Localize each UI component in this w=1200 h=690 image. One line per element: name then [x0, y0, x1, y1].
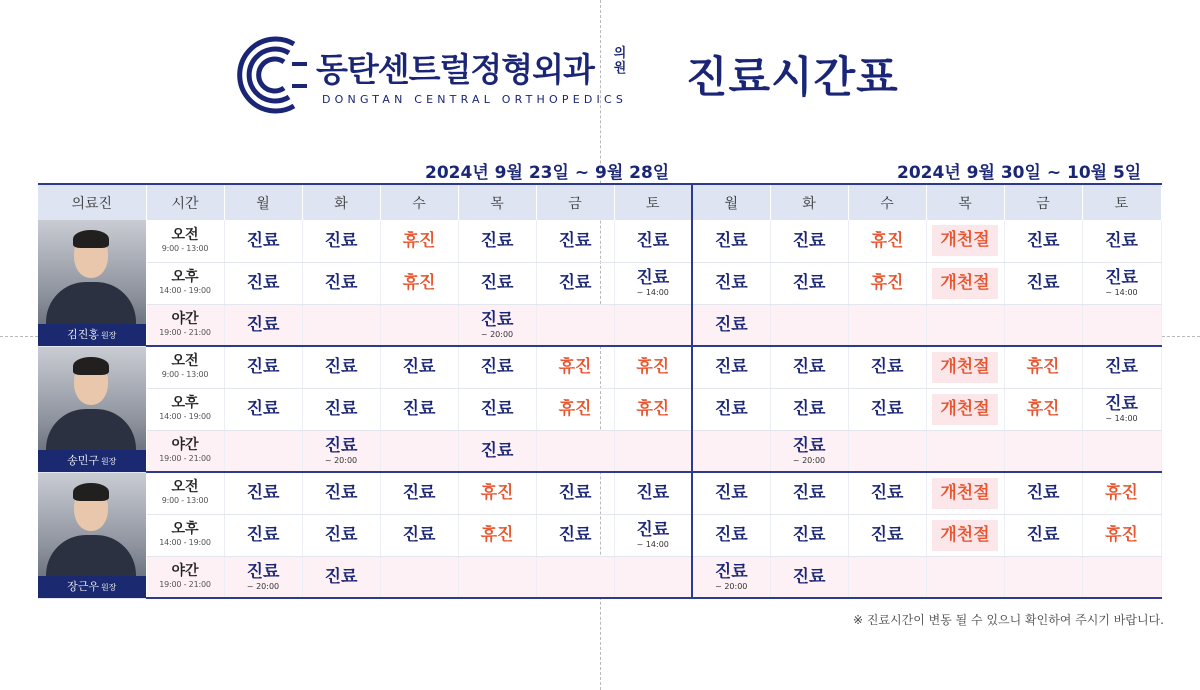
open-status: 진료: [324, 435, 358, 456]
time-slot-label: 오후: [171, 395, 199, 411]
closed-status: 휴진: [1026, 399, 1060, 419]
open-status: 진료: [324, 566, 358, 587]
open-status: 진료: [714, 230, 748, 251]
open-status: 진료: [1026, 273, 1060, 293]
doctor-name-badge: [38, 576, 146, 598]
column-header-day: 수: [380, 184, 458, 220]
doctor-name-badge: [38, 450, 146, 472]
schedule-cell: [926, 430, 1004, 472]
open-status: 진료: [1026, 230, 1060, 251]
schedule-cell: [380, 346, 458, 388]
schedule-cell: [458, 430, 536, 472]
closed-status: 휴진: [558, 357, 592, 378]
open-status: 진료: [636, 483, 670, 504]
doctor-name-badge: [38, 324, 146, 346]
schedule-cell: [926, 556, 1004, 598]
concentric-c-logo-icon: [232, 30, 308, 120]
schedule-cell: [848, 388, 926, 430]
week-range-1: 2024년 9월 23일 ~ 9월 28일: [425, 163, 670, 183]
time-slot-cell: [146, 346, 224, 388]
schedule-cell: [614, 514, 692, 556]
week-range-2: 2024년 9월 30일 ~ 10월 5일: [897, 163, 1142, 183]
schedule-cell: [302, 346, 380, 388]
schedule-cell: [848, 262, 926, 304]
schedule-cell: [458, 556, 536, 598]
time-slot-label: 야간: [171, 562, 199, 579]
open-status: 진료: [1105, 268, 1138, 288]
schedule-cell: [1004, 430, 1082, 472]
schedule-cell: [692, 556, 770, 598]
schedule-cell: [614, 556, 692, 598]
schedule-cell: [536, 346, 614, 388]
column-header-day: 화: [302, 184, 380, 220]
open-status: 진료: [324, 483, 358, 504]
column-header-day: 금: [536, 184, 614, 220]
schedule-cell: [848, 556, 926, 598]
time-slot-hours: 9:00 - 13:00: [161, 496, 209, 506]
open-status: 진료: [792, 230, 826, 251]
schedule-cell: [926, 262, 1004, 304]
open-status: 진료: [402, 525, 436, 545]
schedule-cell: [302, 556, 380, 598]
open-status: 진료: [402, 399, 436, 419]
time-slot-label: 오후: [171, 521, 199, 537]
open-status: 진료: [714, 357, 748, 378]
time-slot-cell: [146, 472, 224, 514]
time-slot-cell: [146, 514, 224, 556]
open-status: 진료: [636, 268, 670, 288]
open-status: 진료: [1105, 230, 1138, 251]
open-status: 진료: [246, 314, 280, 335]
schedule-cell: [1004, 346, 1082, 388]
schedule-cell: [536, 514, 614, 556]
schedule-cell: [1082, 514, 1161, 556]
schedule-cell: [1082, 472, 1161, 514]
doctor-photo-hair: [73, 230, 109, 248]
open-status: 진료: [324, 273, 358, 293]
footnote: ※ 진료시간이 변동 될 수 있으니 확인하여 주시기 바랍니다.: [852, 613, 1164, 627]
column-header-day: 금: [1004, 184, 1082, 220]
schedule-cell: [692, 262, 770, 304]
column-header-day: 화: [770, 184, 848, 220]
time-slot-label: 오전: [171, 353, 199, 370]
time-slot-label: 오전: [171, 479, 199, 496]
open-status: 진료: [558, 273, 592, 293]
open-status: 진료: [480, 273, 514, 293]
schedule-row: [38, 430, 1161, 472]
schedule-cell: [380, 514, 458, 556]
schedule-cell: [614, 388, 692, 430]
schedule-cell: [1004, 262, 1082, 304]
hours-note: ~ 20:00: [792, 455, 826, 465]
schedule-cell: [848, 220, 926, 262]
schedule-cell: [458, 472, 536, 514]
schedule-cell: [224, 388, 302, 430]
open-status: 진료: [714, 399, 748, 419]
schedule-cell: [380, 556, 458, 598]
schedule-cell: [1082, 346, 1161, 388]
schedule-cell: [692, 472, 770, 514]
schedule-cell: [1004, 388, 1082, 430]
schedule-cell: [848, 346, 926, 388]
time-slot-hours: 14:00 - 19:00: [159, 538, 211, 547]
schedule-cell: [926, 304, 1004, 346]
doctor-name: 김진홍: [67, 327, 99, 341]
schedule-cell: [536, 472, 614, 514]
open-status: 진료: [714, 561, 748, 582]
schedule-cell: [224, 220, 302, 262]
open-status: 진료: [1105, 394, 1138, 414]
schedule-cell: [770, 514, 848, 556]
schedule-cell: [1004, 556, 1082, 598]
schedule-cell: [380, 220, 458, 262]
open-status: 진료: [246, 399, 280, 419]
open-status: 진료: [558, 525, 592, 545]
schedule-cell: [302, 262, 380, 304]
time-slot-label: 야간: [171, 436, 199, 453]
schedule-cell: [1082, 388, 1161, 430]
schedule-cell: [380, 262, 458, 304]
doctor-photo-hair: [73, 357, 109, 375]
schedule-cell: [224, 304, 302, 346]
schedule-cell: [458, 388, 536, 430]
schedule-cell: [1004, 304, 1082, 346]
open-status: 진료: [792, 566, 826, 587]
open-status: 진료: [870, 357, 904, 378]
schedule-cell: [380, 388, 458, 430]
time-slot-hours: 14:00 - 19:00: [159, 412, 211, 421]
schedule-cell: [770, 262, 848, 304]
open-status: 진료: [402, 357, 436, 378]
time-slot-cell: [146, 388, 224, 430]
schedule-row: [38, 514, 1161, 556]
schedule-cell: [926, 472, 1004, 514]
time-slot-cell: [146, 304, 224, 346]
column-header-day: 월: [692, 184, 770, 220]
doctor-cell: [38, 346, 146, 472]
schedule-cell: [770, 388, 848, 430]
open-status: 진료: [402, 483, 436, 504]
holiday-status: 개천절: [932, 268, 997, 299]
open-status: 진료: [480, 309, 514, 330]
schedule-row: [38, 262, 1161, 304]
open-status: 진료: [792, 483, 826, 504]
open-status: 진료: [246, 525, 280, 545]
doctor-cell: [38, 220, 146, 346]
schedule-cell: [302, 220, 380, 262]
hours-note: ~ 14:00: [636, 288, 669, 297]
table-header-row: [38, 184, 1161, 220]
open-status: 진료: [792, 435, 826, 456]
time-slot-hours: 14:00 - 19:00: [159, 286, 211, 295]
schedule-cell: [614, 304, 692, 346]
doctor-role: 원장: [100, 456, 117, 466]
open-status: 진료: [714, 273, 748, 293]
schedule-cell: [614, 220, 692, 262]
schedule-cell: [770, 304, 848, 346]
hours-note: ~ 20:00: [324, 455, 358, 465]
schedule-cell: [536, 262, 614, 304]
schedule-cell: [224, 514, 302, 556]
holiday-status: 개천절: [932, 520, 997, 551]
schedule-cell: [380, 304, 458, 346]
schedule-cell: [770, 556, 848, 598]
open-status: 진료: [792, 357, 826, 378]
schedule-row: [38, 556, 1161, 598]
schedule-cell: [380, 430, 458, 472]
time-slot-label: 오후: [171, 269, 199, 285]
open-status: 진료: [324, 357, 358, 378]
schedule-cell: [302, 430, 380, 472]
schedule-cell: [536, 430, 614, 472]
column-header-time: 시간: [146, 184, 224, 220]
hours-note: ~ 20:00: [715, 581, 748, 591]
open-status: 진료: [636, 520, 670, 540]
schedule-cell: [458, 346, 536, 388]
schedule-cell: [926, 388, 1004, 430]
closed-status: 휴진: [636, 399, 670, 419]
open-status: 진료: [480, 399, 514, 419]
time-slot-hours: 19:00 - 21:00: [159, 453, 211, 463]
doctor-role: 원장: [100, 330, 117, 340]
schedule-cell: [1004, 472, 1082, 514]
brand-suffix: 의원: [613, 46, 627, 76]
open-status: 진료: [870, 525, 904, 545]
schedule-cell: [848, 304, 926, 346]
schedule-cell: [536, 388, 614, 430]
schedule-cell: [926, 220, 1004, 262]
column-header-day: 수: [848, 184, 926, 220]
open-status: 진료: [714, 525, 748, 545]
open-status: 진료: [792, 399, 826, 419]
schedule-cell: [458, 262, 536, 304]
schedule-cell: [614, 346, 692, 388]
schedule-cell: [848, 472, 926, 514]
open-status: 진료: [480, 357, 514, 378]
schedule-table: [38, 183, 1162, 599]
schedule-cell: [770, 472, 848, 514]
schedule-cell: [1082, 304, 1161, 346]
schedule-cell: [458, 220, 536, 262]
time-slot-label: 야간: [171, 310, 199, 327]
schedule-cell: [224, 262, 302, 304]
open-status: 진료: [1105, 357, 1138, 378]
open-status: 진료: [246, 273, 280, 293]
brand-english-name: DONGTAN CENTRAL ORTHOPEDICS: [322, 93, 628, 106]
open-status: 진료: [714, 314, 748, 335]
schedule-row: [38, 346, 1161, 388]
schedule-cell: [926, 346, 1004, 388]
column-header-doctor: 의료진: [38, 184, 146, 220]
schedule-row: [38, 220, 1161, 262]
closed-status: 휴진: [402, 230, 436, 251]
hours-note: ~ 14:00: [1105, 414, 1138, 423]
schedule-cell: [692, 346, 770, 388]
open-status: 진료: [480, 440, 514, 461]
time-slot-label: 오전: [171, 226, 199, 243]
hours-note: ~ 14:00: [1105, 288, 1138, 297]
time-slot-cell: [146, 220, 224, 262]
schedule-cell: [302, 514, 380, 556]
schedule-cell: [458, 304, 536, 346]
column-header-day: 토: [1082, 184, 1161, 220]
open-status: 진료: [324, 399, 358, 419]
doctor-photo-hair: [73, 483, 109, 501]
open-status: 진료: [246, 483, 280, 504]
schedule-cell: [692, 388, 770, 430]
time-slot-cell: [146, 430, 224, 472]
holiday-status: 개천절: [932, 478, 997, 509]
schedule-cell: [848, 514, 926, 556]
open-status: 진료: [870, 399, 904, 419]
schedule-cell: [302, 472, 380, 514]
open-status: 진료: [246, 561, 280, 582]
schedule-cell: [1004, 514, 1082, 556]
column-header-day: 목: [926, 184, 1004, 220]
column-header-day: 토: [614, 184, 692, 220]
schedule-row: [38, 304, 1161, 346]
open-status: 진료: [870, 483, 904, 504]
column-header-day: 월: [224, 184, 302, 220]
hours-note: ~ 14:00: [636, 540, 669, 549]
schedule-cell: [770, 220, 848, 262]
time-slot-hours: 19:00 - 21:00: [159, 327, 211, 337]
open-status: 진료: [792, 525, 826, 545]
schedule-cell: [224, 556, 302, 598]
hours-note: ~ 20:00: [246, 581, 280, 591]
closed-status: 휴진: [1105, 483, 1138, 504]
schedule-cell: [614, 430, 692, 472]
holiday-status: 개천절: [932, 225, 997, 256]
closed-status: 휴진: [558, 399, 592, 419]
schedule-cell: [926, 514, 1004, 556]
schedule-cell: [1004, 220, 1082, 262]
open-status: 진료: [324, 525, 358, 545]
closed-status: 휴진: [1026, 357, 1060, 378]
open-status: 진료: [714, 483, 748, 504]
doctor-role: 원장: [100, 582, 117, 592]
open-status: 진료: [324, 230, 358, 251]
schedule-cell: [536, 220, 614, 262]
schedule-cell: [770, 430, 848, 472]
open-status: 진료: [558, 230, 592, 251]
schedule-cell: [224, 346, 302, 388]
closed-status: 휴진: [402, 273, 436, 293]
time-slot-cell: [146, 556, 224, 598]
closed-status: 휴진: [1105, 525, 1138, 545]
page-title: 진료시간표: [686, 53, 899, 103]
schedule-cell: [536, 304, 614, 346]
closed-status: 휴진: [480, 525, 514, 545]
schedule-row: [38, 388, 1161, 430]
time-slot-hours: 9:00 - 13:00: [161, 243, 209, 253]
open-status: 진료: [1026, 483, 1060, 504]
schedule-cell: [848, 430, 926, 472]
hours-note: ~ 20:00: [480, 329, 514, 339]
open-status: 진료: [558, 483, 592, 504]
time-slot-hours: 9:00 - 13:00: [161, 370, 209, 380]
schedule-cell: [692, 430, 770, 472]
schedule-cell: [692, 304, 770, 346]
schedule-cell: [302, 388, 380, 430]
schedule-cell: [692, 220, 770, 262]
doctor-name: 장근우: [67, 579, 99, 593]
brand-name: 동탄센트럴정형외과: [316, 50, 594, 89]
column-header-day: 목: [458, 184, 536, 220]
schedule-row: [38, 472, 1161, 514]
open-status: 진료: [246, 230, 280, 251]
open-status: 진료: [1026, 525, 1060, 545]
schedule-cell: [614, 262, 692, 304]
open-status: 진료: [792, 273, 826, 293]
schedule-cell: [1082, 262, 1161, 304]
doctor-name: 송민구: [67, 453, 99, 467]
schedule-cell: [536, 556, 614, 598]
time-slot-cell: [146, 262, 224, 304]
open-status: 진료: [636, 230, 670, 251]
schedule-cell: [458, 514, 536, 556]
schedule-cell: [1082, 556, 1161, 598]
closed-status: 휴진: [636, 357, 670, 378]
schedule-cell: [1082, 220, 1161, 262]
time-slot-hours: 19:00 - 21:00: [159, 579, 211, 589]
schedule-cell: [224, 430, 302, 472]
schedule-cell: [614, 472, 692, 514]
open-status: 진료: [246, 357, 280, 378]
schedule-cell: [224, 472, 302, 514]
holiday-status: 개천절: [932, 394, 997, 425]
schedule-cell: [692, 514, 770, 556]
closed-status: 휴진: [870, 230, 904, 251]
closed-status: 휴진: [870, 273, 904, 293]
open-status: 진료: [480, 230, 514, 251]
schedule-cell: [380, 472, 458, 514]
schedule-cell: [302, 304, 380, 346]
closed-status: 휴진: [480, 483, 514, 504]
schedule-cell: [1082, 430, 1161, 472]
doctor-cell: [38, 472, 146, 598]
schedule-cell: [770, 346, 848, 388]
holiday-status: 개천절: [932, 352, 997, 383]
